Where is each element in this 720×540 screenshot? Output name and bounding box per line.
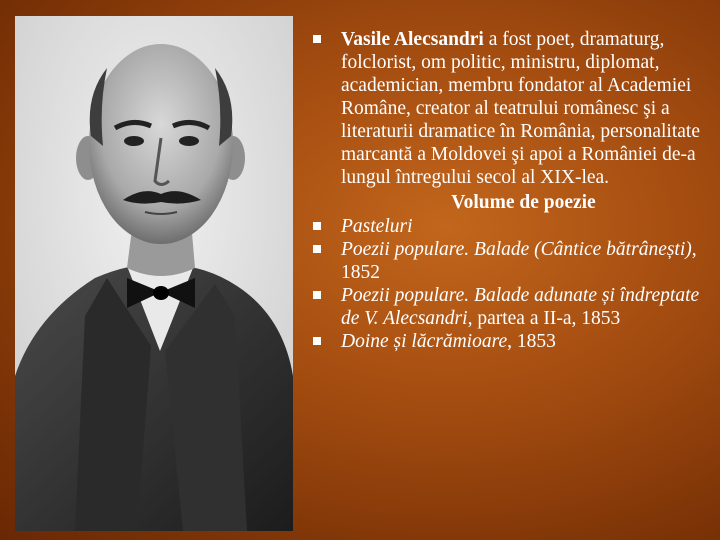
list-item <box>306 215 706 238</box>
author-name: Vasile Alecsandri <box>341 29 484 50</box>
portrait-engraving-icon <box>15 16 293 531</box>
intro-text: a fost poet, dramaturg, folclorist, om politic, ministru, diplomat, academician, membru fondator al Academiei Române, creator al teatrului românesc şi a literaturii dramatice în România, personalitate marcantă a Moldovei şi apoi a României de-a lungul întregului secol al XIX-lea. <box>341 29 700 188</box>
bullet-icon <box>313 245 321 253</box>
text-content <box>306 28 706 353</box>
volume-details: , 1853 <box>507 331 556 352</box>
list-item <box>306 330 706 353</box>
list-item <box>306 238 706 284</box>
volume-title: Pasteluri <box>341 216 413 237</box>
volume-details: , partea a II-a, 1853 <box>467 308 621 329</box>
bullet-icon <box>313 337 321 345</box>
bullet-icon <box>313 291 321 299</box>
subheading: Volume de poezie <box>451 192 596 213</box>
volume-details: , 1852 <box>341 239 697 283</box>
bullet-icon <box>313 222 321 230</box>
volume-title: Poezii populare. Balade (Cântice bătrânești) <box>341 239 692 260</box>
bullet-icon <box>313 35 321 43</box>
volume-title: Doine și lăcrămioare <box>341 331 508 352</box>
intro-paragraph <box>306 28 706 189</box>
volume-title: Poezii populare. Balade adunate și îndreptate de V. Alecsandri <box>341 285 700 329</box>
list-item <box>306 284 706 330</box>
portrait-image <box>15 16 293 531</box>
